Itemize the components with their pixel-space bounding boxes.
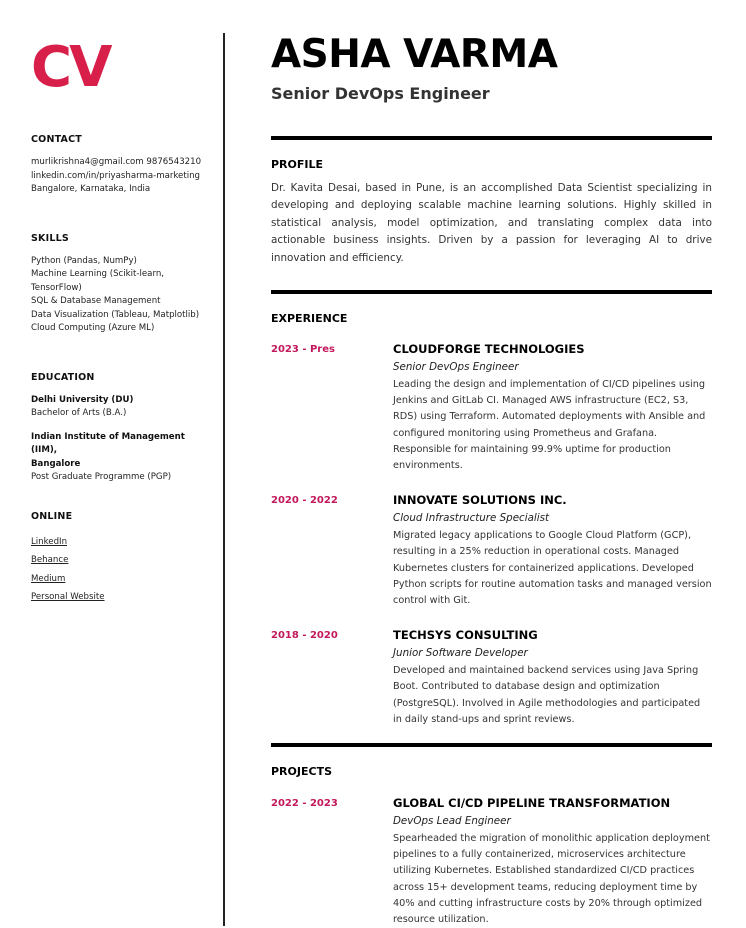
entry-dates: 2020 - 2022 [271,495,338,507]
contact-section [31,134,211,197]
link-personal-website[interactable]: Personal Website [31,592,105,602]
entry-project-name: GLOBAL CI/CD PIPELINE TRANSFORMATION [393,796,671,811]
profile-summary: Dr. Kavita Desai, based in Pune, is an accomplished Data Scientist specializing in developing and deploying scalable machine learning solutions. Highly skilled in statistical analysis, model optimization, and translating complex data into actionable business insights. Driven by a passion for leveraging AI to drive innovation and efficiency. [271,182,712,264]
entry-description: Spearheaded the migration of monolithic application deployment pipelines to a fully containerized, microservices architecture utilizing Kubernetes. Established standardized CI/CD practices across 15+ development teams, reducing deployment time by 40% and cutting infrastructure costs by 20% through optimized resource utilization. [393,833,710,926]
contact-location: Bangalore, Karnataka, India [31,184,151,194]
education-school-city: Bangalore [31,458,81,469]
skill-line: Python (Pandas, NumPy) [31,255,137,266]
entry-dates: 2022 - 2023 [271,798,338,810]
project-entry [271,796,712,928]
entry-role: Senior DevOps Engineer [393,361,519,374]
online-section [31,511,211,607]
skills-section [31,233,211,336]
main-content [271,34,712,928]
skill-line: SQL & Database Management [31,296,161,306]
online-heading: ONLINE [31,510,73,522]
candidate-name: ASHA VARMA [271,32,558,77]
contact-heading: CONTACT [31,134,82,145]
entry-role: Junior Software Developer [393,647,528,660]
section-divider [271,743,712,747]
skill-line: Data Visualization (Tableau, Matplotlib) [31,309,200,320]
contact-linkedin: linkedin.com/in/priyasharma-marketing [31,170,201,181]
education-degree: Post Graduate Programme (PGP) [31,472,172,482]
section-divider [271,290,712,294]
education-section [31,372,211,485]
entry-company: TECHSYS CONSULTING [393,628,538,643]
entry-dates: 2018 - 2020 [271,630,338,642]
section-divider [271,136,712,140]
education-item [31,431,211,485]
experience-list [271,342,712,728]
education-degree: Bachelor of Arts (B.A.) [31,408,127,418]
entry-role: DevOps Lead Engineer [393,815,511,828]
entry-description: Leading the design and implementation of CI/CD pipelines using Jenkins and GitLab CI. Managed AWS infrastructure (EC2, S3, RDS) using Terraform. Automated deployments with Ansible and configured monitoring using Prometheus and Grafana. Responsible for maintaining 99.9% uptime for production environments. [393,379,706,472]
entry-description: Migrated legacy applications to Google Cloud Platform (GCP), resulting in a 25% reduction in operational costs. Managed Kubernetes clusters for containerized applications. Developed Python scripts for routine automation tasks and managed version control with Git. [393,530,712,607]
experience-entry [271,342,712,474]
cv-logo: CV [31,35,110,100]
education-school: Indian Institute of Management (IIM), [31,431,185,455]
projects-heading: PROJECTS [271,765,332,779]
skills-heading: SKILLS [31,232,69,244]
link-linkedin[interactable]: LinkedIn [31,536,68,547]
sidebar [31,35,211,607]
entry-company: INNOVATE SOLUTIONS INC. [393,493,567,508]
entry-company: CLOUDFORGE TECHNOLOGIES [393,342,585,357]
skill-line: Machine Learning (Scikit-learn, [31,269,165,279]
experience-entry [271,493,712,609]
education-item [31,394,211,421]
entry-role: Cloud Infrastructure Specialist [393,512,550,525]
candidate-title: Senior DevOps Engineer [271,84,490,103]
link-medium[interactable]: Medium [31,573,66,584]
contact-email-phone: murlikrishna4@gmail.com 9876543210 [31,157,202,167]
education-heading: EDUCATION [31,371,95,383]
sidebar-divider [223,33,225,926]
experience-heading: EXPERIENCE [271,312,348,326]
experience-entry [271,628,712,728]
entry-dates: 2023 - Pres [271,344,335,356]
skill-line: Cloud Computing (Azure ML) [31,323,155,333]
education-school: Delhi University (DU) [31,394,134,405]
link-behance[interactable]: Behance [31,555,69,565]
entry-description: Developed and maintained backend services using Java Spring Boot. Contributed to database design and optimization (PostgreSQL). Involved in Agile methodologies and participated in daily stand-ups and sprint reviews. [393,665,701,725]
skill-line: TensorFlow) [31,282,82,293]
projects-list [271,796,712,928]
profile-heading: PROFILE [271,158,324,171]
